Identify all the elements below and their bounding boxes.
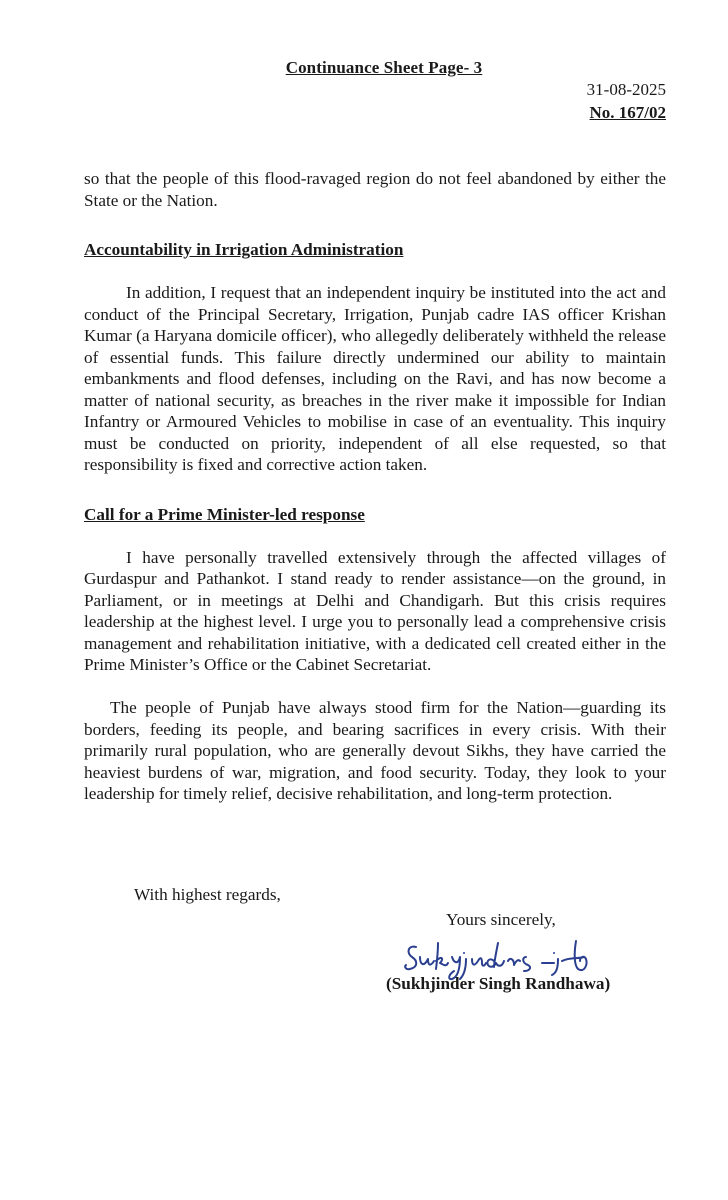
continuation-paragraph: so that the people of this flood-ravaged region do not feel abandoned by either the State or the Nation. — [84, 169, 666, 210]
letter-date: 31-08-2025 — [586, 80, 666, 99]
reference-number: No. 167/02 — [589, 103, 666, 122]
pm-response-paragraph: I have personally travelled extensively through the affected villages of Gurdaspur and Pathankot. I stand ready to render assistance—on the ground, in Parliament, or in meetings at Delhi and Chandigarh. But this crisis requires leadership at the highest level. I urge you to personally lead a comprehensive crisis management and rehabilitation initiative, with a dedicated cell created either in the Prime Minister’s Office or the Cabinet Secretariat. — [84, 547, 666, 674]
letter-body — [84, 168, 666, 805]
accountability-paragraph: In addition, I request that an independent inquiry be instituted into the act and conduct of the Principal Secretary, Irrigation, Punjab cadre IAS officer Krishan Kumar (a Haryana domicile officer), who allegedly deliberately withheld the release of essential funds. This failure directly undermined our ability to maintain embankments and flood defenses, including on the Ravi, and has now become a matter of national security, as breaches in the river make it impossible for Indian Infantry or Armoured Vehicles to mobilise in case of an eventuality. This inquiry must be conducted on priority, independent of all else requested, so that responsibility is fixed and corrective action taken. — [84, 283, 666, 474]
punjab-people-paragraph: The people of Punjab have always stood firm for the Nation—guarding its borders, feeding its people, and bearing sacrifices in every crisis. With their primarily rural population, who are generally devout Sikhs, they have carried the heaviest burdens of war, migration, and food security. Today, they look to your leadership for timely relief, decisive rehabilitation, and long-term protection. — [84, 698, 666, 803]
closing-regards: With highest regards, — [134, 885, 281, 904]
section-heading-pm-response: Call for a Prime Minister-led response — [84, 504, 365, 524]
signer-name: (Sukhjinder Singh Randhawa) — [386, 974, 611, 993]
section-heading-accountability: Accountability in Irrigation Administration — [84, 240, 404, 259]
sheet-title: Continuance Sheet Page- 3 — [285, 58, 483, 77]
closing-yours-sincerely: Yours sincerely, — [446, 910, 556, 929]
